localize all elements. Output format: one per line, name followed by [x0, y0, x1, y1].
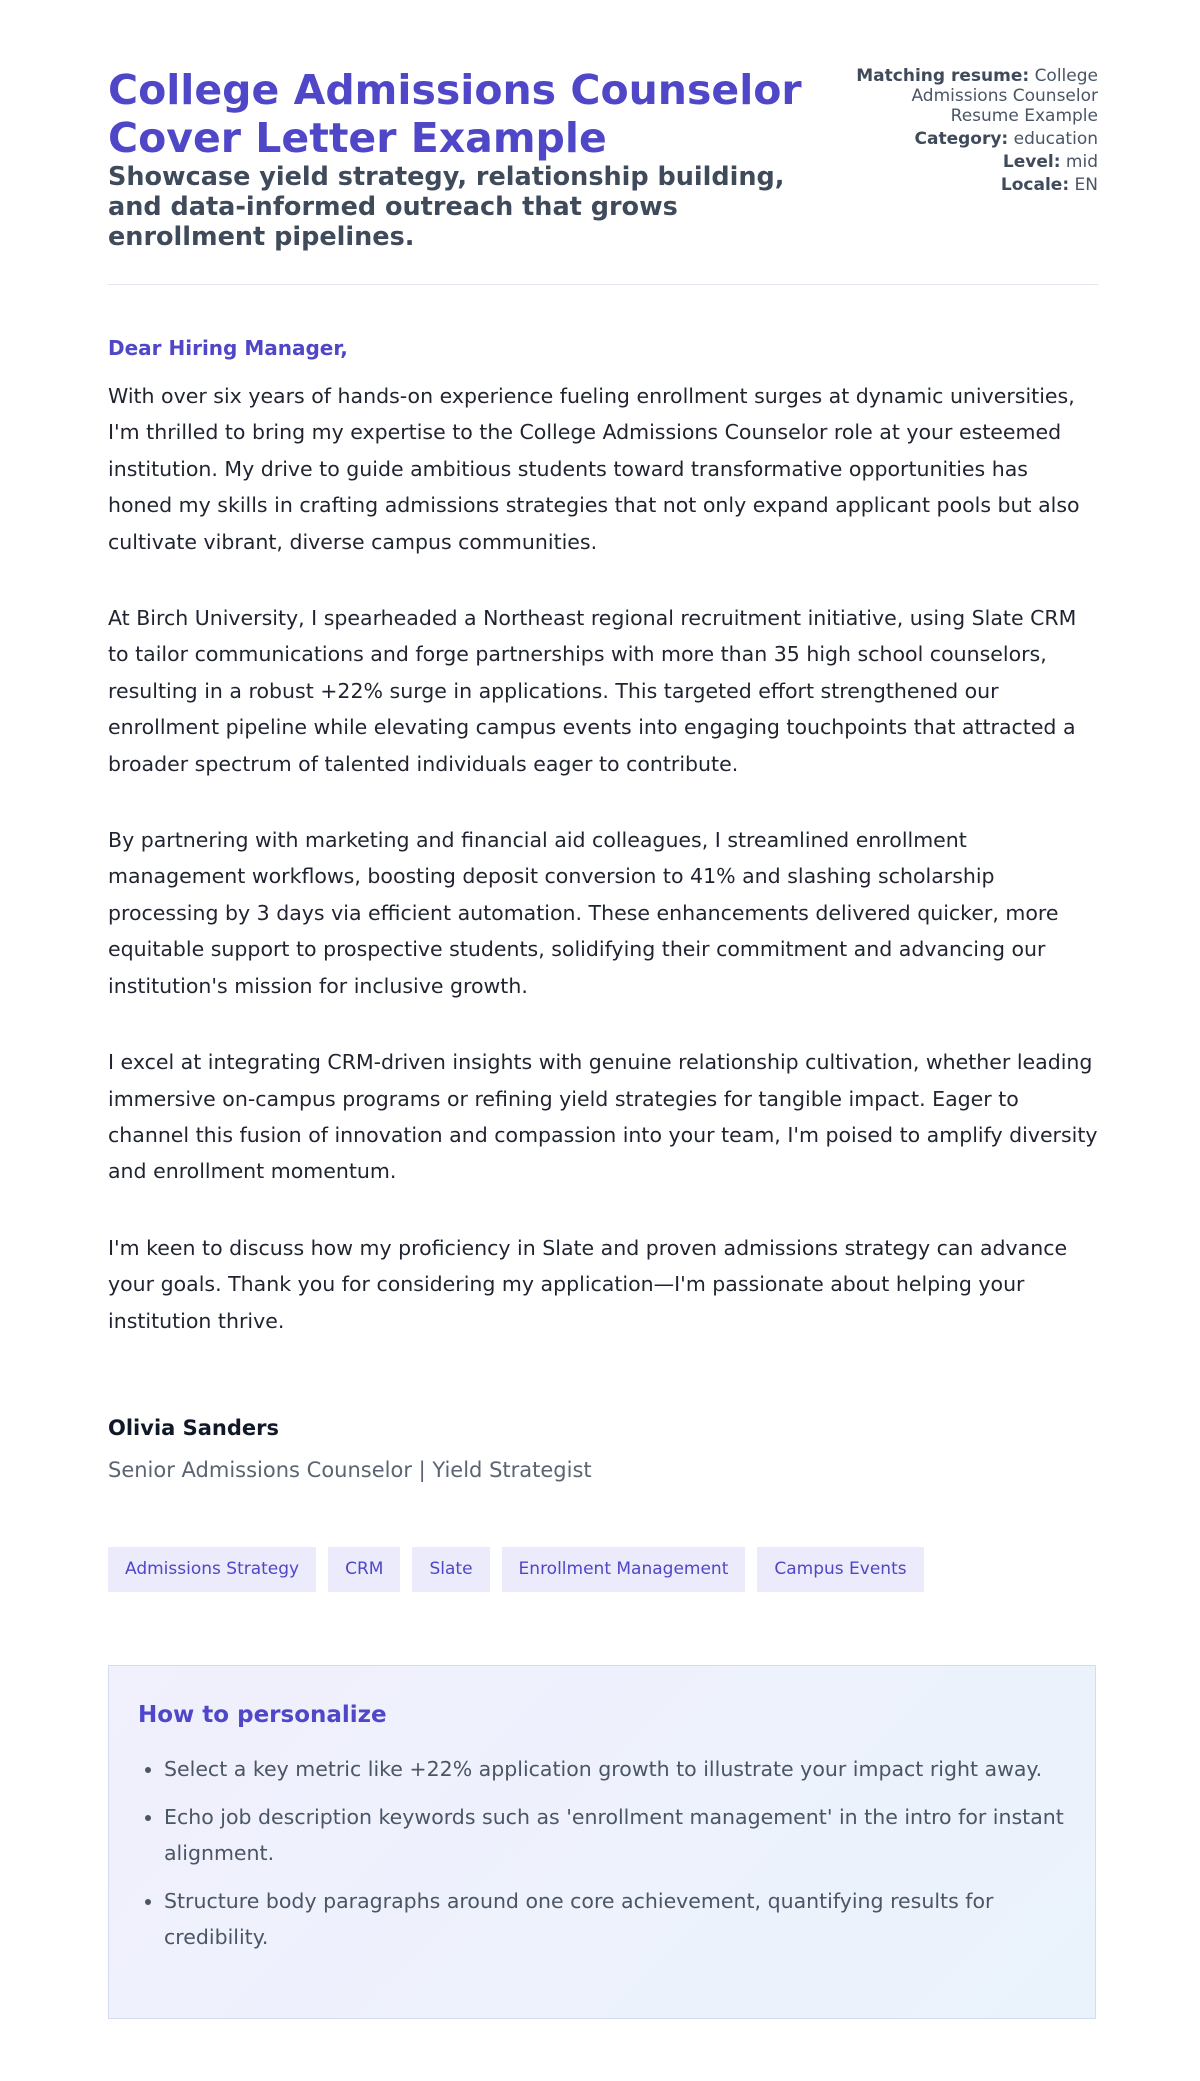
meta-level-label: Level:: [1002, 152, 1061, 172]
meta-matching-resume: [848, 66, 1098, 126]
tip-item: • Structure body paragraphs around one core achievement, quantifying results for credibility.: [164, 1883, 1064, 1956]
skill-tag: Admissions Strategy: [108, 1547, 316, 1592]
skill-tag: CRM: [328, 1547, 400, 1592]
tip-item: • Select a key metric like +22% application growth to illustrate your impact right away.: [164, 1751, 1064, 1788]
tip-item: • Echo job description keywords such as 'enrollment management' in the intro for instant alignment.: [164, 1799, 1064, 1872]
skill-tag: Campus Events: [757, 1547, 923, 1592]
resume-meta: [848, 66, 1098, 198]
signature-name: Olivia Sanders: [108, 1416, 279, 1440]
page-subtitle: Showcase yield strategy, relationship building, and data-informed outreach that grows enrollment pipelines.: [108, 162, 785, 252]
meta-level: [848, 152, 1098, 172]
letter-paragraph: By partnering with marketing and financial aid colleagues, I streamlined enrollment management workflows, boosting deposit conversion to 41% and slashing scholarship processing by 3 days via efficient automation. These enhancements delivered quicker, more equitable support to prospective students, solidifying their commitment and advancing our institution's mission for inclusive growth.: [108, 828, 1059, 998]
meta-locale-value: EN: [1074, 175, 1098, 195]
letter-paragraph: At Birch University, I spearheaded a Northeast regional recruitment initiative, using Slate CRM to tailor communications and forge partnerships with more than 35 high school counselors, resulting in a robust +22% surge in applications. This targeted effort strengthened our enrollment pipeline while elevating campus events into engaging touchpoints that attracted a broader spectrum of talented individuals eager to contribute.: [108, 606, 1077, 776]
letter-paragraph: I excel at integrating CRM-driven insights with genuine relationship cultivation, whether leading immersive on-campus programs or refining yield strategies for tangible impact. Eager to channel this fusion of innovation and compassion into your team, I'm poised to amplify diversity and enrollment momentum.: [108, 1050, 1098, 1184]
personalize-tips-box: [108, 1665, 1096, 2019]
meta-category-value: education: [1013, 129, 1098, 149]
meta-locale: [848, 175, 1098, 195]
meta-level-value: mid: [1065, 152, 1098, 172]
meta-matching-resume-value: College Admissions Counselor Resume Example: [911, 66, 1098, 126]
letter-body: [108, 334, 1098, 1379]
letter-paragraph: I'm keen to discuss how my proficiency in Slate and proven admissions strategy can advance your goals. Thank you for considering my application—I'm passionate about helping your institution thrive.: [108, 1235, 1068, 1333]
tips-heading: How to personalize: [138, 1702, 387, 1728]
skill-tag: Enrollment Management: [502, 1547, 746, 1592]
meta-locale-label: Locale:: [1000, 175, 1070, 195]
skill-tags: [108, 1547, 924, 1592]
letter-greeting: Dear Hiring Manager,: [108, 336, 348, 360]
meta-category: [848, 129, 1098, 149]
letter-paragraph: With over six years of hands-on experience fueling enrollment surges at dynamic universities, I'm thrilled to bring my expertise to the College Admissions Counselor role at your esteemed institution. My drive to guide ambitious students toward transformative opportunities has honed my skills in crafting admissions strategies that not only expand applicant pools but also cultivate vibrant, diverse campus communities.: [108, 384, 1080, 554]
signature-title: Senior Admissions Counselor | Yield Strategist: [108, 1458, 592, 1482]
skill-tag: Slate: [412, 1547, 489, 1592]
meta-matching-resume-label: Matching resume:: [856, 66, 1030, 86]
page-title: College Admissions Counselor Cover Letter Example: [108, 66, 802, 162]
meta-category-label: Category:: [914, 129, 1009, 149]
tips-list: [138, 1751, 1064, 1967]
header-divider: [108, 284, 1098, 285]
page-header: [108, 66, 1098, 252]
